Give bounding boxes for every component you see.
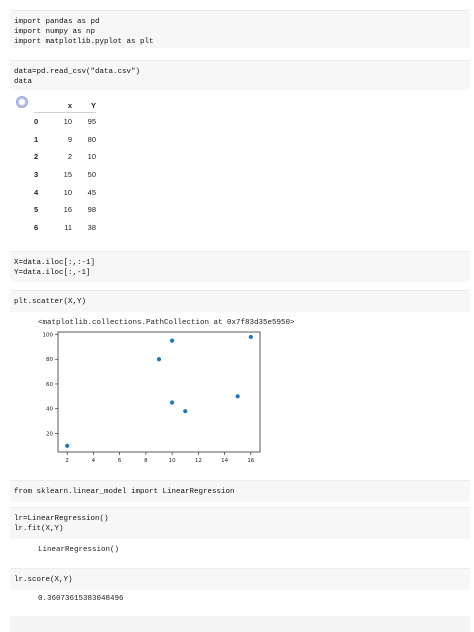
code-text[interactable]: lr=LinearRegression() lr.fit(X,Y) bbox=[14, 515, 109, 533]
code-cell-read-csv[interactable] bbox=[10, 60, 470, 90]
scatter-point bbox=[170, 339, 174, 343]
code-text[interactable]: lr.score(X,Y) bbox=[14, 576, 73, 584]
scatter-point bbox=[65, 444, 69, 448]
x-tick-label: 6 bbox=[117, 458, 122, 464]
x-tick-label: 2 bbox=[65, 458, 69, 464]
row-index: 3 bbox=[34, 170, 39, 180]
empty-cell[interactable] bbox=[10, 616, 470, 632]
code-cell-imports[interactable] bbox=[10, 10, 470, 48]
y-tick-label: 60 bbox=[46, 381, 53, 388]
row-index: 2 bbox=[34, 152, 39, 162]
table-row bbox=[34, 148, 96, 166]
x-tick-label: 4 bbox=[91, 458, 96, 464]
scatter-point bbox=[249, 335, 253, 339]
x-tick-label: 14 bbox=[221, 458, 229, 464]
cell-y: 38 bbox=[87, 222, 96, 232]
cell-x: 10 bbox=[63, 117, 72, 127]
cell-y: 50 bbox=[87, 170, 96, 180]
row-index: 0 bbox=[34, 117, 39, 127]
cell-x: 10 bbox=[63, 187, 72, 197]
scatter-point bbox=[183, 409, 187, 413]
scatter-plot bbox=[28, 330, 268, 475]
code-cell-iloc[interactable] bbox=[10, 251, 470, 282]
row-index: 1 bbox=[34, 134, 39, 144]
dataframe-icon[interactable] bbox=[16, 96, 28, 108]
column-header-y: Y bbox=[72, 98, 96, 113]
row-index: 5 bbox=[34, 205, 39, 215]
code-text[interactable]: plt.scatter(X,Y) bbox=[14, 298, 87, 306]
x-tick-label: 12 bbox=[194, 458, 202, 464]
cell-y: 10 bbox=[87, 152, 96, 162]
cell-y: 95 bbox=[87, 117, 96, 127]
fit-output-repr: LinearRegression() bbox=[38, 546, 120, 554]
column-header-x: x bbox=[48, 98, 72, 113]
scatter-output-repr: <matplotlib.collections.PathCollection at 0x7f83d35e5950> bbox=[38, 319, 295, 327]
cell-x: 15 bbox=[63, 170, 72, 180]
code-cell-score[interactable] bbox=[10, 568, 470, 590]
code-text[interactable]: data=pd.read_csv("data.csv") data bbox=[14, 68, 141, 86]
cell-x: 2 bbox=[67, 152, 72, 162]
cell-y: 98 bbox=[87, 205, 96, 215]
x-tick-label: 8 bbox=[144, 458, 148, 464]
score-output: 0.36073615383048496 bbox=[38, 595, 124, 603]
row-index: 6 bbox=[34, 222, 39, 232]
dataframe-output bbox=[34, 98, 96, 236]
y-tick-label: 80 bbox=[46, 357, 53, 364]
code-text[interactable]: X=data.iloc[:,:-1] Y=data.iloc[:,-1] bbox=[14, 259, 96, 277]
y-tick-label: 40 bbox=[46, 406, 53, 413]
scatter-point bbox=[170, 400, 174, 404]
table-row bbox=[34, 183, 96, 201]
x-tick-label: 10 bbox=[168, 458, 176, 464]
cell-y: 80 bbox=[87, 134, 96, 144]
y-tick-label: 20 bbox=[46, 431, 53, 438]
row-index: 4 bbox=[34, 187, 39, 197]
cell-x: 9 bbox=[67, 134, 72, 144]
y-tick-label: 100 bbox=[42, 332, 53, 339]
table-row bbox=[34, 113, 96, 131]
scatter-plot-svg bbox=[28, 330, 268, 470]
cell-y: 45 bbox=[87, 187, 96, 197]
code-cell-fit[interactable] bbox=[10, 507, 470, 539]
x-tick-label: 16 bbox=[247, 458, 255, 464]
table-row bbox=[34, 219, 96, 237]
table-row bbox=[34, 166, 96, 184]
plot-frame bbox=[58, 332, 260, 452]
scatter-point bbox=[236, 394, 240, 398]
code-text[interactable]: from sklearn.linear_model import LinearRegression bbox=[14, 488, 235, 496]
code-cell-sklearn-import[interactable] bbox=[10, 480, 470, 502]
scatter-point bbox=[157, 357, 161, 361]
code-text[interactable]: import pandas as pd import numpy as np import matplotlib.pyplot as plt bbox=[14, 18, 154, 46]
table-row bbox=[34, 131, 96, 149]
cell-x: 11 bbox=[64, 222, 72, 232]
code-cell-scatter[interactable] bbox=[10, 290, 470, 312]
table-row bbox=[34, 201, 96, 219]
cell-x: 16 bbox=[63, 205, 72, 215]
